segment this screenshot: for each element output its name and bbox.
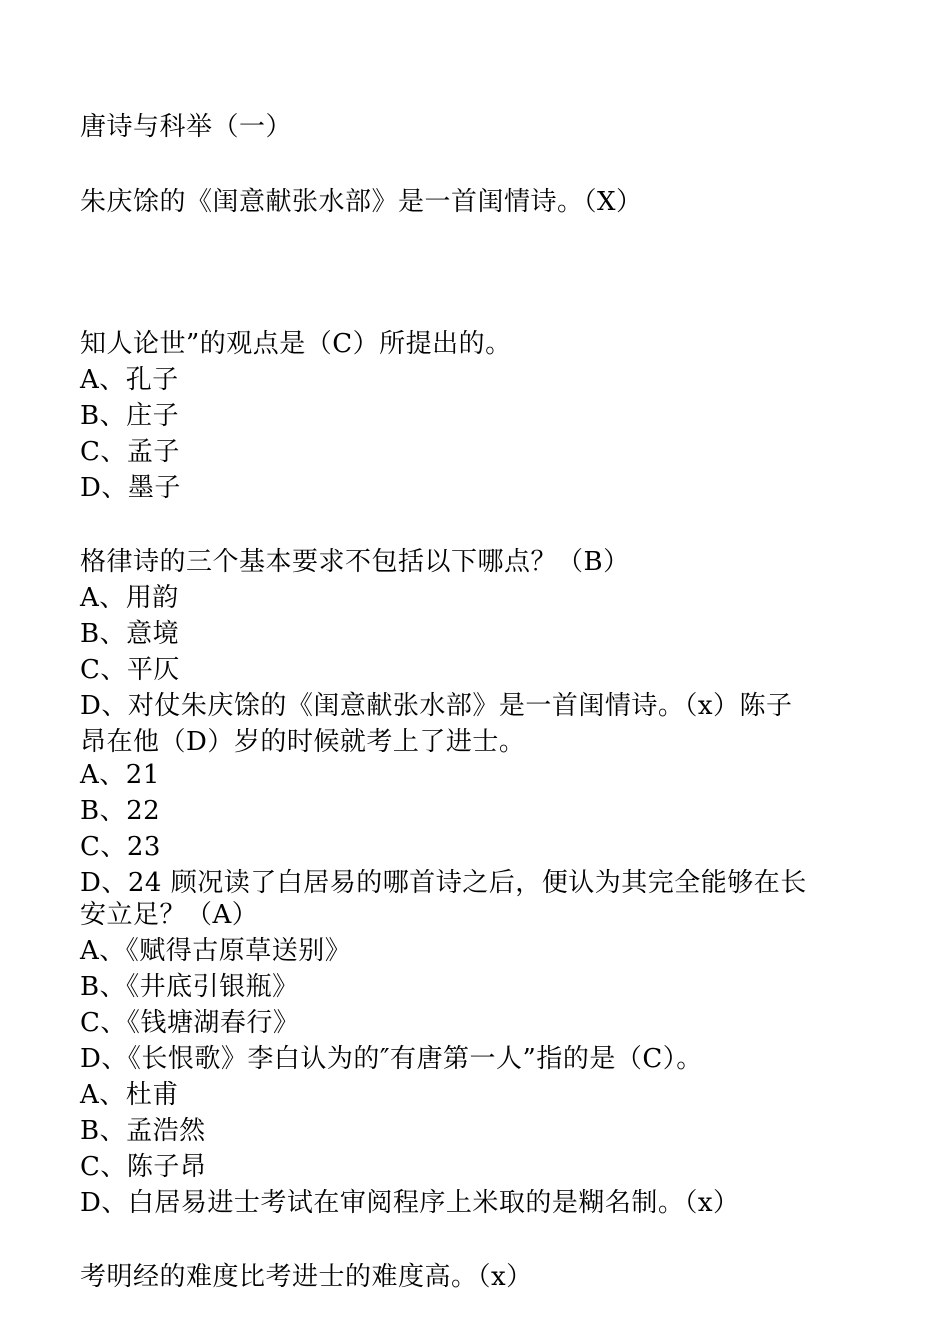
option-line: D、墨子: [80, 473, 181, 503]
option-line: D、《长恨歌》李白认为的″有唐第一人”指的是（C）。: [80, 1044, 703, 1074]
question-line: 朱庆馀的《闺意献张水部》是一首闺情诗。（X）: [80, 187, 643, 217]
option-line: A、用韵: [80, 583, 179, 613]
question-line: 格律诗的三个基本要求不包括以下哪点？（B）: [80, 547, 630, 577]
option-line: B、意境: [80, 619, 180, 649]
option-line: C、23: [80, 832, 161, 862]
option-line: D、白居易进士考试在审阅程序上米取的是糊名制。（x）: [80, 1188, 740, 1218]
option-line: C、《钱塘湖春行》: [80, 1008, 300, 1038]
option-line: C、陈子昂: [80, 1152, 207, 1182]
question-line: 安立足？（A）: [80, 900, 259, 930]
option-line: A、杜甫: [80, 1080, 179, 1110]
question-line: 考明经的难度比考进士的难度高。（x）: [80, 1262, 533, 1292]
question-line: 昂在他（D）岁的时候就考上了进士。: [80, 727, 526, 757]
question-line: 知人论世”的观点是（C）所提出的。: [80, 329, 512, 359]
option-line: C、孟子: [80, 437, 180, 467]
option-line: B、孟浩然: [80, 1116, 206, 1146]
option-line: A、《赋得古原草送别》: [80, 936, 352, 966]
option-line: A、孔子: [80, 365, 179, 395]
option-line: B、22: [80, 796, 161, 826]
option-line: D、对仗朱庆馀的《闺意献张水部》是一首闺情诗。（x）陈子: [80, 691, 793, 721]
option-line: D、24 顾况读了白居易的哪首诗之后，便认为其完全能够在长: [80, 868, 807, 898]
document-title: 唐诗与科举（一）: [80, 112, 293, 142]
option-line: C、平仄: [80, 655, 180, 685]
option-line: B、《井底引银瓶》: [80, 972, 299, 1002]
option-line: A、21: [80, 760, 160, 790]
option-line: B、庄子: [80, 401, 180, 431]
